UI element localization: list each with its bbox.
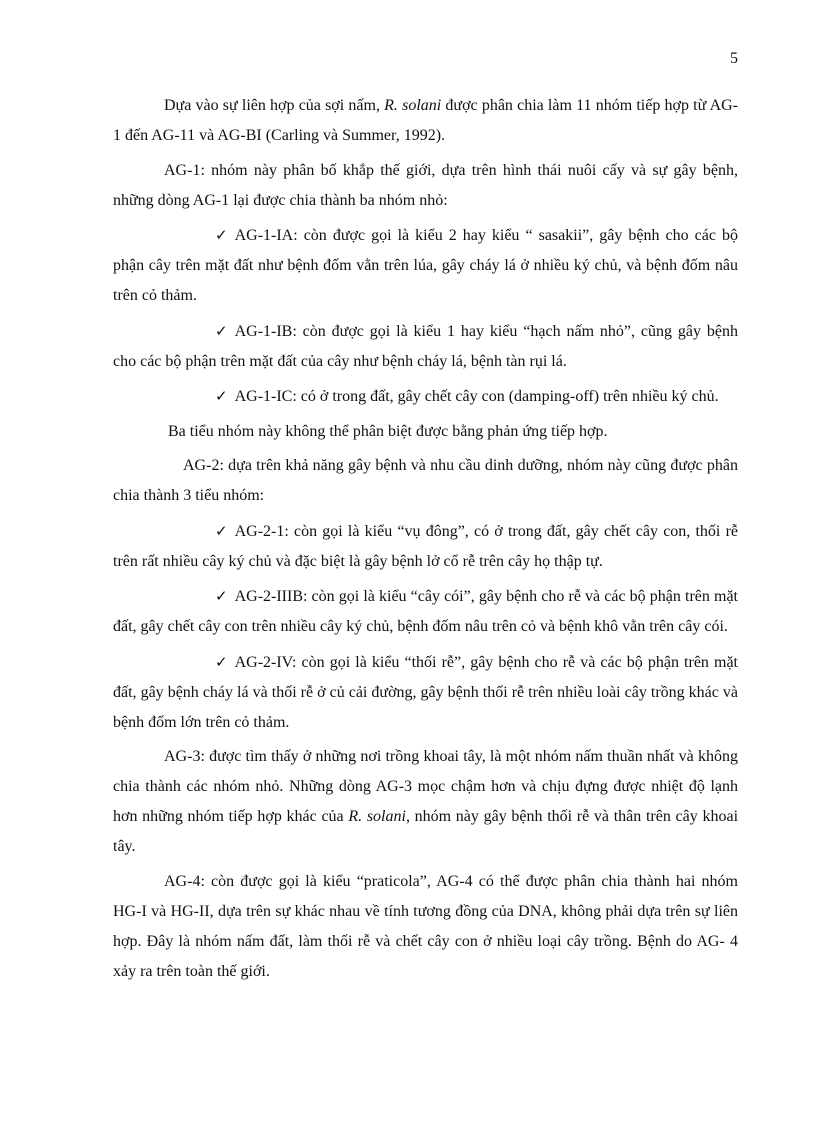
paragraph-ag1: AG-1: nhóm này phân bố khắp thế giới, dựa trên hình thái nuôi cấy và sự gây bệnh, những dòng AG-1 lại được chia thành ba nhóm nhỏ: — [113, 161, 738, 209]
list-item: ✓ AG-2-IV: còn gọi là kiểu “thối rễ”, gây bệnh cho rễ và các bộ phận trên mặt đất, gây bệnh cháy lá và thối rễ ở củ cải đường, gây bệnh thối rễ trên nhiều loài cây trồng khác và bệnh đốm lớn trên cỏ thảm. — [113, 647, 738, 738]
paragraph-intro: Dựa vào sự liên hợp của sợi nấm, R. solani được phân chia làm 11 nhóm tiếp hợp từ AG-1 đến AG-11 và AG-BI (Carling và Summer, 1992). — [113, 97, 739, 144]
paragraph-note: Ba tiểu nhóm này không thể phân biệt được bằng phản ứng tiếp hợp. — [168, 422, 608, 440]
document-body — [113, 91, 738, 991]
paragraph-ag4: AG-4: còn được gọi là kiểu “praticola”, AG-4 có thể được phân chia thành hai nhóm HG-I và HG-II, dựa trên sự khác nhau về tính tương đồng của DNA, không phải dựa trên sự liên hợp. Đây là nhóm nấm đất, làm thối rễ và chết cây con ở nhiều loại cây trồng. Bệnh do AG- 4 xảy ra trên toàn thế giới. — [113, 872, 738, 980]
checkmark-icon: ✓ — [215, 652, 228, 671]
checkmark-icon: ✓ — [215, 587, 228, 605]
list-item: ✓ AG-1-IB: còn được gọi là kiểu 1 hay kiểu “hạch nấm nhỏ”, cũng gây bệnh cho các bộ phận trên mặt đất của cây như bệnh cháy lá, bệnh tàn rụi lá. — [113, 316, 738, 377]
checkmark-icon: ✓ — [215, 521, 228, 540]
list-item: ✓ AG-1-IC: có ở trong đất, gây chết cây con (damping-off) trên nhiều ký chủ. — [113, 381, 738, 412]
species-name: R. solani — [384, 97, 442, 114]
list-item: ✓ AG-2-IIIB: còn gọi là kiểu “cây cói”, gây bệnh cho rễ và các bộ phận trên mặt đất, gây chết cây con trên nhiều cây ký chủ, bệnh đốm nâu trên cỏ và bệnh khô vằn trên cây cói. — [113, 581, 738, 642]
species-name: R. solani — [348, 808, 406, 825]
checkmark-icon: ✓ — [215, 226, 228, 244]
paragraph-ag2: AG-2: dựa trên khả năng gây bệnh và nhu cầu dinh dưỡng, nhóm này cũng được phân chia thành 3 tiểu nhóm: — [113, 457, 738, 504]
list-item: ✓ AG-1-IA: còn được gọi là kiểu 2 hay kiểu “ sasakii”, gây bệnh cho các bộ phận cây trên mặt đất như bệnh đốm vằn trên lúa, gây cháy lá ở nhiều ký chủ, và bệnh đốm nâu trên cỏ thảm. — [113, 220, 738, 311]
page-number: 5 — [730, 50, 738, 67]
paragraph-ag3: AG-3: được tìm thấy ở những nơi trồng khoai tây, là một nhóm nấm thuần nhất và không chia thành các nhóm nhỏ. Những dòng AG-3 mọc chậm hơn và chịu đựng được nhiệt độ lạnh hơn những nhóm tiếp hợp khác của R. solani, nhóm này gây bệnh thối rễ và thân trên cây khoai tây. — [113, 748, 739, 855]
checkmark-icon: ✓ — [215, 321, 228, 340]
list-item: ✓ AG-2-1: còn gọi là kiểu “vụ đông”, có ở trong đất, gây chết cây con, thối rễ trên rất nhiều cây ký chủ và đặc biệt là gây bệnh lở cổ rễ trên cây họ thập tự. — [113, 516, 738, 577]
checkmark-icon: ✓ — [215, 387, 228, 405]
